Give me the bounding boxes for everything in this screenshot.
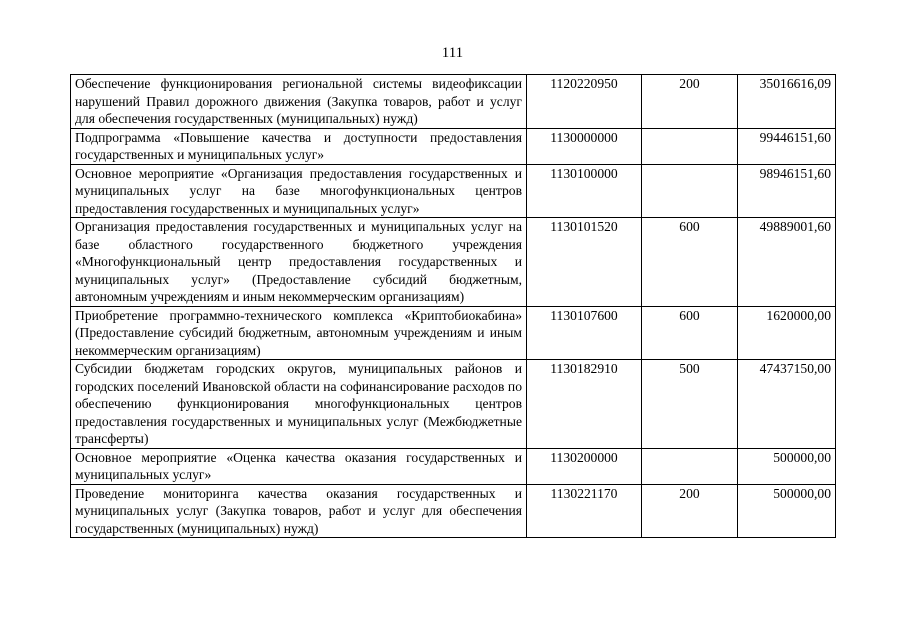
row-target-code: 1120220950	[527, 75, 642, 129]
row-expense-type: 600	[642, 306, 738, 360]
row-target-code: 1130221170	[527, 484, 642, 538]
row-sum: 47437150,00	[738, 360, 836, 449]
budget-table	[70, 74, 836, 538]
row-target-code: 1130107600	[527, 306, 642, 360]
row-target-code: 1130100000	[527, 164, 642, 218]
row-name: Организация предоставления государственных и муниципальных услуг на базе областного государственного бюджетного учреждения «Многофункциональный центр предоставления государственных и муниципальных услуг» (Предоставление субсидий бюджетным, автономным учреждениям и иным некоммерческим организациям)	[71, 218, 527, 307]
row-target-code: 1130200000	[527, 448, 642, 484]
row-name: Подпрограмма «Повышение качества и доступности предоставления государственных и муниципальных услуг»	[71, 128, 527, 164]
row-expense-type: 200	[642, 484, 738, 538]
row-target-code: 1130000000	[527, 128, 642, 164]
row-expense-type	[642, 128, 738, 164]
table-row	[71, 164, 836, 218]
page-number: 111	[441, 45, 464, 61]
table-row	[71, 306, 836, 360]
row-sum: 500000,00	[738, 484, 836, 538]
row-name: Проведение мониторинга качества оказания государственных и муниципальных услуг (Закупка товаров, работ и услуг для обеспечения государственных (муниципальных) нужд)	[71, 484, 527, 538]
row-expense-type	[642, 164, 738, 218]
row-expense-type: 600	[642, 218, 738, 307]
row-expense-type: 200	[642, 75, 738, 129]
table-row	[71, 448, 836, 484]
row-name: Основное мероприятие «Оценка качества оказания государственных и муниципальных услуг»	[71, 448, 527, 484]
table-row	[71, 484, 836, 538]
row-sum: 1620000,00	[738, 306, 836, 360]
table-row	[71, 360, 836, 449]
table-row	[71, 75, 836, 129]
row-name: Основное мероприятие «Организация предоставления государственных и муниципальных услуг на базе многофункциональных центров предоставления государственных и муниципальных услуг»	[71, 164, 527, 218]
row-name: Приобретение программно-технического комплекса «Криптобиокабина» (Предоставление субсидий бюджетным, автономным учреждениям и иным некоммерческим организациям)	[71, 306, 527, 360]
table-row	[71, 218, 836, 307]
row-sum: 35016616,09	[738, 75, 836, 129]
row-target-code: 1130182910	[527, 360, 642, 449]
row-target-code: 1130101520	[527, 218, 642, 307]
row-name: Обеспечение функционирования региональной системы видеофиксации нарушений Правил дорожного движения (Закупка товаров, работ и услуг для обеспечения государственных (муниципальных) нужд)	[71, 75, 527, 129]
table-row	[71, 128, 836, 164]
row-sum: 49889001,60	[738, 218, 836, 307]
row-sum: 99446151,60	[738, 128, 836, 164]
row-expense-type	[642, 448, 738, 484]
row-sum: 98946151,60	[738, 164, 836, 218]
row-expense-type: 500	[642, 360, 738, 449]
row-name: Субсидии бюджетам городских округов, муниципальных районов и городских поселений Ивановской области на софинансирование расходов по обеспечению функционирования многофункциональных центров предоставления государственных и муниципальных услуг (Межбюджетные трансферты)	[71, 360, 527, 449]
row-sum: 500000,00	[738, 448, 836, 484]
